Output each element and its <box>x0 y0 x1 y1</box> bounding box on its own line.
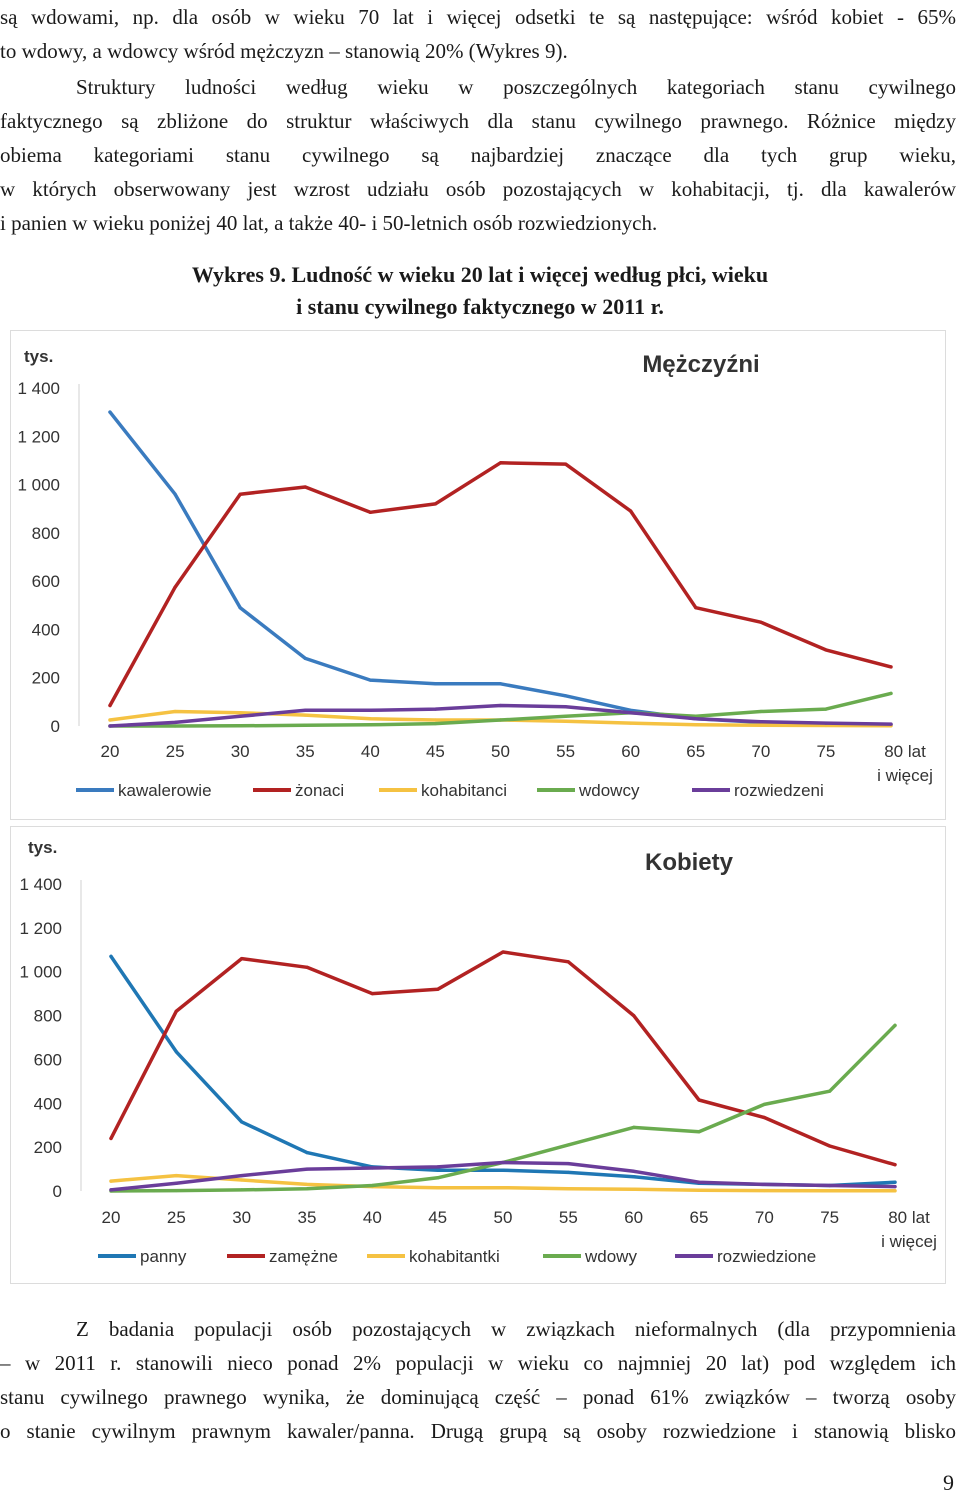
data-point-rozwiedzeni <box>694 717 697 720</box>
chart-women <box>10 826 946 1284</box>
data-point-panny <box>175 1050 178 1053</box>
paragraph-2 <box>0 70 956 240</box>
x-tick-label: 70 <box>751 742 771 761</box>
series-line-rozwiedzeni <box>110 706 891 727</box>
data-point-rozwiedzeni <box>434 708 437 711</box>
data-point-panny <box>632 1175 635 1178</box>
x-tick-label: 65 <box>689 1208 709 1227</box>
data-point-panny <box>567 1171 570 1174</box>
legend-label: kawalerowie <box>118 781 212 800</box>
data-point-zonaci <box>694 606 697 609</box>
data-point-rozwiedzione <box>567 1162 570 1165</box>
x-tick-label: 50 <box>493 1208 513 1227</box>
data-point-kohabitantki <box>436 1186 439 1189</box>
series-line-kawalerowie <box>110 412 891 725</box>
x-tick-label: 40 <box>360 742 380 761</box>
chart-men <box>10 330 946 820</box>
x-tick-label: 30 <box>232 1208 252 1227</box>
data-point-zamezne <box>371 992 374 995</box>
data-point-wdowy <box>828 1090 831 1093</box>
y-tick-label: 600 <box>33 1050 62 1070</box>
chart-title: Mężczyźni <box>642 351 760 378</box>
data-point-zonaci <box>173 586 176 589</box>
paragraph-2-line: obiema kategoriami stanu cywilnego są najbardziej znaczące dla tych grup wieku, <box>0 143 956 167</box>
data-point-kawalerowie <box>173 493 176 496</box>
data-point-kohabitanci <box>304 714 307 717</box>
data-point-wdowy <box>436 1176 439 1179</box>
x-tick-label: 75 <box>820 1208 840 1227</box>
data-point-kohabitantki <box>828 1189 831 1192</box>
x-tick-label: 20 <box>100 742 120 761</box>
data-point-wdowy <box>175 1189 178 1192</box>
data-point-kohabitantki <box>632 1188 635 1191</box>
data-point-panny <box>893 1181 896 1184</box>
data-point-kawalerowie <box>369 679 372 682</box>
x-tick-label: 50 <box>491 742 510 761</box>
y-tick-label: 1 000 <box>17 475 60 495</box>
data-point-rozwiedzione <box>175 1182 178 1185</box>
data-point-kohabitanci <box>369 717 372 720</box>
x-tick-label: 40 <box>362 1208 382 1227</box>
data-point-wdowcy <box>304 724 307 727</box>
x-tick-label: 45 <box>428 1208 448 1227</box>
figure-caption <box>0 259 960 323</box>
data-point-wdowy <box>567 1143 570 1146</box>
y-tick-label: 200 <box>33 1138 62 1158</box>
data-point-zamezne <box>567 960 570 963</box>
data-point-zonaci <box>629 510 632 513</box>
data-point-zonaci <box>889 665 892 668</box>
data-point-kawalerowie <box>434 682 437 685</box>
x-tick-label: 55 <box>556 742 576 761</box>
data-point-kohabitanci <box>173 710 176 713</box>
data-point-rozwiedzione <box>305 1167 308 1170</box>
x-tick-label: 25 <box>166 1208 186 1227</box>
y-tick-label: 1 200 <box>19 918 62 938</box>
paragraph-1-line: to wdowy, a wdowcy wśród mężczyzn – stanowią 20% (Wykres 9). <box>0 39 568 63</box>
y-axis-unit-label: tys. <box>28 838 58 857</box>
data-point-kohabitantki <box>893 1189 896 1192</box>
data-point-kohabitanci <box>759 724 762 727</box>
legend-label: panny <box>140 1247 187 1266</box>
x-tick-label: 55 <box>558 1208 578 1227</box>
data-point-kawalerowie <box>304 657 307 660</box>
data-point-zamezne <box>697 1098 700 1101</box>
legend-label: rozwiedzione <box>717 1247 817 1266</box>
legend-label: zamężne <box>269 1247 338 1266</box>
data-point-wdowy <box>371 1184 374 1187</box>
y-axis-unit-label: tys. <box>24 347 54 366</box>
data-point-zamezne <box>109 1137 112 1140</box>
y-tick-label: 200 <box>31 668 60 688</box>
data-point-zamezne <box>501 950 504 953</box>
data-point-kohabitantki <box>567 1187 570 1190</box>
data-point-wdowy <box>697 1130 700 1133</box>
paragraph-1 <box>0 0 956 68</box>
data-point-kawalerowie <box>108 411 111 414</box>
data-point-kawalerowie <box>564 694 567 697</box>
chart-men-plot <box>11 331 945 819</box>
paragraph-3 <box>0 1312 956 1448</box>
data-point-kohabitanci <box>564 720 567 723</box>
y-tick-label: 1 000 <box>19 962 62 982</box>
data-point-rozwiedzeni <box>824 722 827 725</box>
data-point-wdowcy <box>889 692 892 695</box>
data-point-rozwiedzione <box>632 1170 635 1173</box>
data-point-rozwiedzeni <box>108 724 111 727</box>
data-point-panny <box>436 1169 439 1172</box>
data-point-rozwiedzeni <box>173 721 176 724</box>
data-point-rozwiedzione <box>501 1161 504 1164</box>
paragraph-2-line: i panien w wieku poniżej 40 lat, a także 40- i 50-letnich osób rozwiedzionych. <box>0 211 658 235</box>
data-point-kohabitantki <box>175 1174 178 1177</box>
data-point-zonaci <box>499 461 502 464</box>
data-point-rozwiedzione <box>240 1174 243 1177</box>
data-point-kohabitantki <box>697 1189 700 1192</box>
data-point-wdowy <box>240 1188 243 1191</box>
x-tick-label: 60 <box>621 742 641 761</box>
data-point-kohabitantki <box>763 1189 766 1192</box>
series-line-rozwiedzione <box>111 1163 895 1190</box>
data-point-zonaci <box>304 485 307 488</box>
y-tick-label: 0 <box>52 1182 62 1201</box>
x-tick-label: 80 lat i więcej <box>881 1208 937 1251</box>
figure-caption-line: Wykres 9. Ludność w wieku 20 lat i więcej według płci, wieku <box>191 262 769 287</box>
data-point-wdowy <box>763 1103 766 1106</box>
data-point-rozwiedzeni <box>564 705 567 708</box>
data-point-kohabitanci <box>108 718 111 721</box>
y-tick-label: 1 400 <box>17 379 60 398</box>
chart-title: Kobiety <box>644 849 734 876</box>
legend-label: kohabitantki <box>409 1247 500 1266</box>
data-point-rozwiedzione <box>763 1183 766 1186</box>
x-tick-label: 35 <box>295 742 315 761</box>
x-tick-label: 25 <box>165 742 185 761</box>
data-point-panny <box>109 955 112 958</box>
data-point-panny <box>501 1169 504 1172</box>
data-point-kohabitantki <box>305 1183 308 1186</box>
data-point-zamezne <box>240 957 243 960</box>
data-point-zamezne <box>175 1010 178 1013</box>
data-point-kawalerowie <box>239 606 242 609</box>
data-point-zamezne <box>436 988 439 991</box>
y-tick-label: 1 400 <box>19 875 62 894</box>
y-tick-label: 0 <box>50 717 60 736</box>
data-point-wdowcy <box>369 723 372 726</box>
data-point-zonaci <box>564 462 567 465</box>
data-point-wdowcy <box>759 710 762 713</box>
data-point-kohabitanci <box>629 722 632 725</box>
x-tick-label: 45 <box>425 742 445 761</box>
legend-label: wdowcy <box>579 781 640 800</box>
data-point-wdowy <box>632 1126 635 1129</box>
paragraph-3-line: stanu cywilnego prawnego wynika, że dominującą część – ponad 61% związków – tworzą osoby <box>0 1385 956 1409</box>
data-point-wdowy <box>305 1187 308 1190</box>
data-point-zamezne <box>828 1144 831 1147</box>
x-tick-label: 80 lat i więcej <box>877 742 933 785</box>
x-tick-label: 60 <box>624 1208 644 1227</box>
page-number: 9 <box>943 1470 954 1495</box>
x-tick-label: 20 <box>101 1208 121 1227</box>
data-point-rozwiedzeni <box>304 709 307 712</box>
data-point-rozwiedzeni <box>759 720 762 723</box>
x-tick-label: 75 <box>816 742 836 761</box>
x-tick-label: 30 <box>230 742 250 761</box>
data-point-wdowcy <box>824 708 827 711</box>
data-point-kohabitanci <box>239 711 242 714</box>
paragraph-2-line: w których obserwowany jest wzrost udziału osób pozostających w kohabitacji, tj. dla kawalerów <box>0 177 956 201</box>
data-point-rozwiedzeni <box>369 709 372 712</box>
data-point-zamezne <box>763 1116 766 1119</box>
data-point-rozwiedzeni <box>499 704 502 707</box>
y-tick-label: 800 <box>31 523 60 543</box>
data-point-zonaci <box>369 511 372 514</box>
y-tick-label: 800 <box>33 1006 62 1026</box>
data-point-zonaci <box>824 648 827 651</box>
paragraph-2-line: faktycznego są zbliżone do struktur właściwych dla stanu cywilnego prawnego. Różnice między <box>0 109 956 133</box>
legend-label: wdowy <box>585 1247 637 1266</box>
data-point-kohabitanci <box>434 718 437 721</box>
data-point-wdowcy <box>434 722 437 725</box>
data-point-rozwiedzione <box>828 1184 831 1187</box>
data-point-zonaci <box>108 704 111 707</box>
data-point-kohabitantki <box>109 1180 112 1183</box>
paragraph-2-line: Struktury ludności według wieku w poszczególnych kategoriach stanu cywilnego <box>76 75 956 99</box>
data-point-rozwiedzione <box>371 1166 374 1169</box>
paragraph-3-line: – w 2011 r. stanowili nieco ponad 2% populacji w wieku co najmniej 20 lat) pod względem ich <box>0 1351 956 1375</box>
data-point-rozwiedzeni <box>629 711 632 714</box>
legend-label: żonaci <box>295 781 345 800</box>
paragraph-3-line: Z badania populacji osób pozostających w związkach nieformalnych (dla przypomnienia <box>76 1317 956 1341</box>
data-point-kohabitanci <box>694 723 697 726</box>
figure-caption-line: i stanu cywilnego faktycznego w 2011 r. <box>296 294 664 319</box>
series-line-panny <box>111 956 895 1185</box>
x-tick-label: 35 <box>297 1208 317 1227</box>
y-tick-label: 600 <box>31 572 60 592</box>
data-point-zonaci <box>434 502 437 505</box>
data-point-wdowy <box>893 1024 896 1027</box>
data-point-rozwiedzione <box>697 1181 700 1184</box>
data-point-kohabitantki <box>501 1186 504 1189</box>
series-line-zamezne <box>111 952 895 1165</box>
y-tick-label: 400 <box>33 1094 62 1114</box>
data-point-wdowcy <box>173 724 176 727</box>
data-point-kawalerowie <box>499 682 502 685</box>
y-tick-label: 1 200 <box>17 427 60 447</box>
data-point-wdowcy <box>239 724 242 727</box>
y-tick-label: 400 <box>31 620 60 640</box>
data-point-wdowcy <box>564 715 567 718</box>
data-point-zonaci <box>759 621 762 624</box>
data-point-wdowcy <box>499 718 502 721</box>
x-tick-label: 70 <box>754 1208 774 1227</box>
data-point-zamezne <box>893 1163 896 1166</box>
data-point-panny <box>305 1151 308 1154</box>
x-tick-label: 65 <box>686 742 706 761</box>
data-point-rozwiedzeni <box>239 715 242 718</box>
data-point-kohabitantki <box>240 1178 243 1181</box>
chart-women-plot <box>11 827 945 1283</box>
paragraph-1-line: są wdowami, np. dla osób w wieku 70 lat i więcej odsetki te są następujące: wśród kobiet - 65% <box>0 5 956 29</box>
data-point-rozwiedzione <box>109 1188 112 1191</box>
data-point-rozwiedzione <box>436 1165 439 1168</box>
legend-label: kohabitanci <box>421 781 508 800</box>
data-point-zamezne <box>632 1014 635 1017</box>
data-point-rozwiedzione <box>893 1185 896 1188</box>
paragraph-3-line: o stanie cywilnym prawnym kawaler/panna. Drugą grupą są osoby rozwiedzione i stanowią blisko <box>0 1419 956 1443</box>
data-point-panny <box>240 1120 243 1123</box>
data-point-zonaci <box>239 493 242 496</box>
data-point-zamezne <box>305 966 308 969</box>
legend-label: rozwiedzeni <box>734 781 824 800</box>
data-point-rozwiedzeni <box>889 722 892 725</box>
